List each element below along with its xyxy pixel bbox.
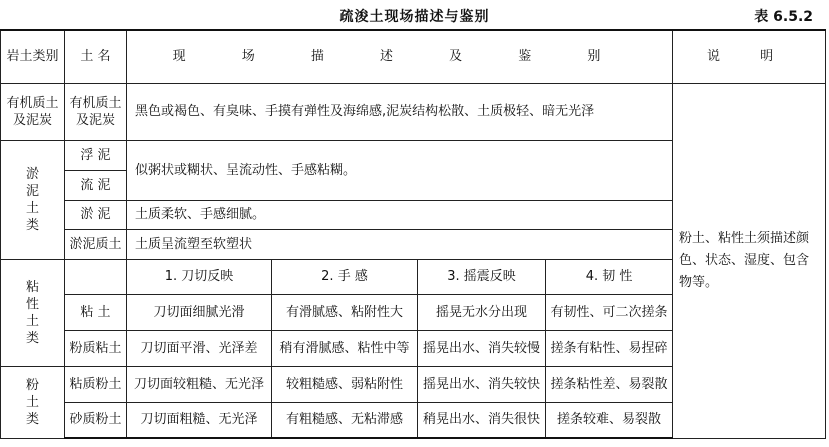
table-title: 疏浚土现场描述与鉴别 <box>339 9 490 25</box>
table-number: 表 6.5.2 <box>754 9 813 25</box>
clay-name-1: 粉质粘土 <box>65 330 127 366</box>
silt-desc-0: 似粥状或糊状、呈流动性、手感粘糊。 <box>127 140 673 200</box>
powder-cell: 刀切面粗糙、无光泽 <box>127 402 272 438</box>
powder-cell: 稍晃出水、消失很快 <box>418 402 546 438</box>
table-caption <box>0 4 829 26</box>
clay-cell: 刀切面平滑、光泽差 <box>127 330 272 366</box>
powder-cell: 较粗糙感、弱粘附性 <box>272 366 418 402</box>
silt-name-0: 浮 泥 <box>65 140 127 170</box>
clay-cell: 摇晃无水分出现 <box>418 294 546 330</box>
powder-category <box>1 366 65 438</box>
silt-desc-3: 土质呈流塑至软塑状 <box>127 229 673 259</box>
clay-cell: 有韧性、可二次搓条 <box>546 294 673 330</box>
clay-subheader-1: 2. 手 感 <box>272 259 418 294</box>
header-row <box>1 30 826 83</box>
clay-category-text: 粘性土类 <box>26 279 40 346</box>
header-note: 说 明 <box>673 30 826 83</box>
clay-name-0: 粘 土 <box>65 294 127 330</box>
clay-subheader-2: 3. 摇震反映 <box>418 259 546 294</box>
clay-cell: 摇晃出水、消失较慢 <box>418 330 546 366</box>
organic-desc: 黑色或褐色、有臭味、手摸有弹性及海绵感,泥炭结构松散、土质极轻、暗无光泽 <box>127 83 673 140</box>
clay-subheader-blank <box>65 259 127 294</box>
powder-category-text: 粉土类 <box>26 377 40 427</box>
silt-category <box>1 140 65 259</box>
powder-cell: 有粗糙感、无粘滞感 <box>272 402 418 438</box>
powder-cell: 搓条粘性差、易裂散 <box>546 366 673 402</box>
powder-cell: 摇晃出水、消失较快 <box>418 366 546 402</box>
table-row <box>1 83 826 140</box>
silt-name-1: 流 泥 <box>65 170 127 200</box>
identification-table <box>0 29 826 439</box>
powder-cell: 搓条较难、易裂散 <box>546 402 673 438</box>
header-name: 土 名 <box>65 30 127 83</box>
powder-name-1: 砂质粉土 <box>65 402 127 438</box>
organic-name: 有机质土及泥炭 <box>65 83 127 140</box>
powder-cell: 刀切面较粗糙、无光泽 <box>127 366 272 402</box>
header-field: 现 场 描 述 及 鉴 别 <box>127 30 673 83</box>
clay-cell: 搓条有粘性、易捏碎 <box>546 330 673 366</box>
powder-name-0: 粘质粉土 <box>65 366 127 402</box>
silt-desc-2: 土质柔软、手感细腻。 <box>127 200 673 229</box>
note-cell: 粉土、粘性土须描述颜色、状态、湿度、包含物等。 <box>673 83 826 438</box>
clay-category <box>1 259 65 366</box>
silt-category-text: 淤泥土类 <box>26 166 40 233</box>
silt-name-2: 淤 泥 <box>65 200 127 229</box>
clay-subheader-0: 1. 刀切反映 <box>127 259 272 294</box>
header-category: 岩土类别 <box>1 30 65 83</box>
silt-name-3: 淤泥质土 <box>65 229 127 259</box>
organic-category: 有机质土及泥炭 <box>1 83 65 140</box>
clay-cell: 有滑腻感、粘附性大 <box>272 294 418 330</box>
clay-cell: 稍有滑腻感、粘性中等 <box>272 330 418 366</box>
clay-subheader-3: 4. 韧 性 <box>546 259 673 294</box>
clay-cell: 刀切面细腻光滑 <box>127 294 272 330</box>
